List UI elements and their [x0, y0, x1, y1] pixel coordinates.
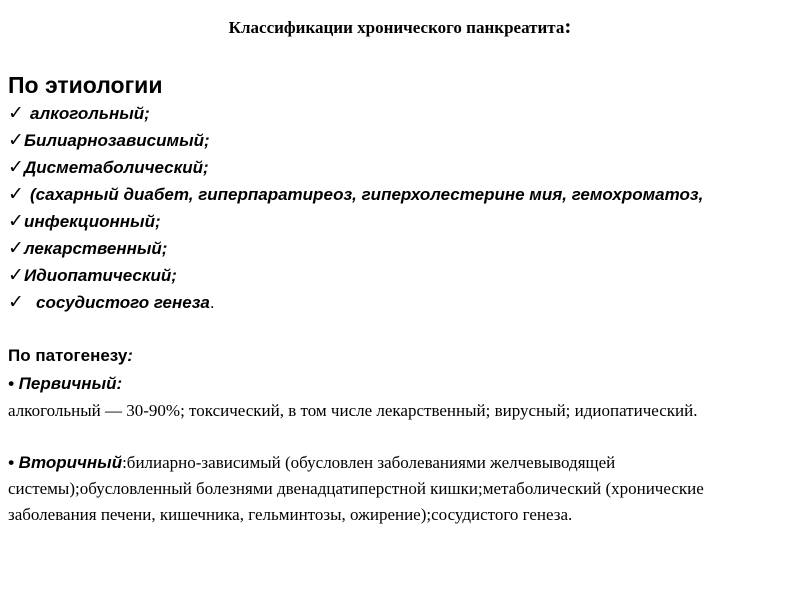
secondary-paragraph	[8, 450, 793, 528]
list-item	[8, 289, 703, 316]
list-item	[8, 127, 703, 154]
etiology-list	[8, 100, 703, 316]
checkmark-bullet-icon: ✓	[8, 184, 24, 205]
checkmark-bullet-icon: ✓	[8, 238, 24, 259]
list-item	[8, 181, 703, 208]
list-item-text: Дисметаболический;	[24, 158, 209, 177]
slide-title-text: Классификации хронического панкреатита	[228, 18, 565, 37]
list-item-main-text: сосудистого генеза	[36, 293, 210, 312]
secondary-label: • Вторичный	[8, 453, 123, 472]
list-item-period: .	[209, 293, 215, 312]
list-item	[8, 154, 703, 181]
pathogenesis-heading	[8, 346, 133, 366]
list-item	[8, 208, 703, 235]
checkmark-bullet-icon: ✓	[8, 103, 24, 124]
list-item	[8, 100, 703, 127]
list-item	[8, 262, 703, 289]
checkmark-bullet-icon: ✓	[8, 265, 24, 286]
secondary-description: :билиарно-зависимый (обусловлен заболеваниями желчевыводящей системы);обусловленный болезнями двенадцатиперстной кишки;метаболический (хронические заболевания печени, кишечника, гельминтозы, ожирение);сосудистого генеза.	[8, 453, 704, 524]
list-item-text: (сахарный диабет, гиперпаратиреоз, гиперхолестерине мия, гемохроматоз,	[30, 185, 704, 204]
pathogenesis-heading-colon: :	[127, 346, 133, 365]
list-item-text: инфекционный;	[24, 212, 161, 231]
primary-description: алкогольный — 30-90%; токсический, в том числе лекарственный; вирусный; идиопатический.	[8, 401, 698, 420]
checkmark-bullet-icon: ✓	[8, 157, 24, 178]
list-item-text	[24, 289, 215, 316]
list-item-text: алкогольный;	[30, 104, 150, 123]
etiology-heading: По этиологии	[8, 72, 163, 98]
slide-title-colon: :	[564, 14, 572, 38]
checkmark-bullet-icon: ✓	[8, 130, 24, 151]
list-item-text: лекарственный;	[24, 239, 168, 258]
pathogenesis-heading-text: По патогенезу	[8, 346, 128, 365]
list-item-text: Билиарнозависимый;	[24, 131, 210, 150]
slide-title	[0, 14, 800, 39]
list-item-text: Идиопатический;	[24, 266, 177, 285]
checkmark-bullet-icon: ✓	[8, 292, 24, 313]
list-item	[8, 235, 703, 262]
primary-label: • Первичный:	[8, 374, 123, 393]
checkmark-bullet-icon: ✓	[8, 211, 24, 232]
